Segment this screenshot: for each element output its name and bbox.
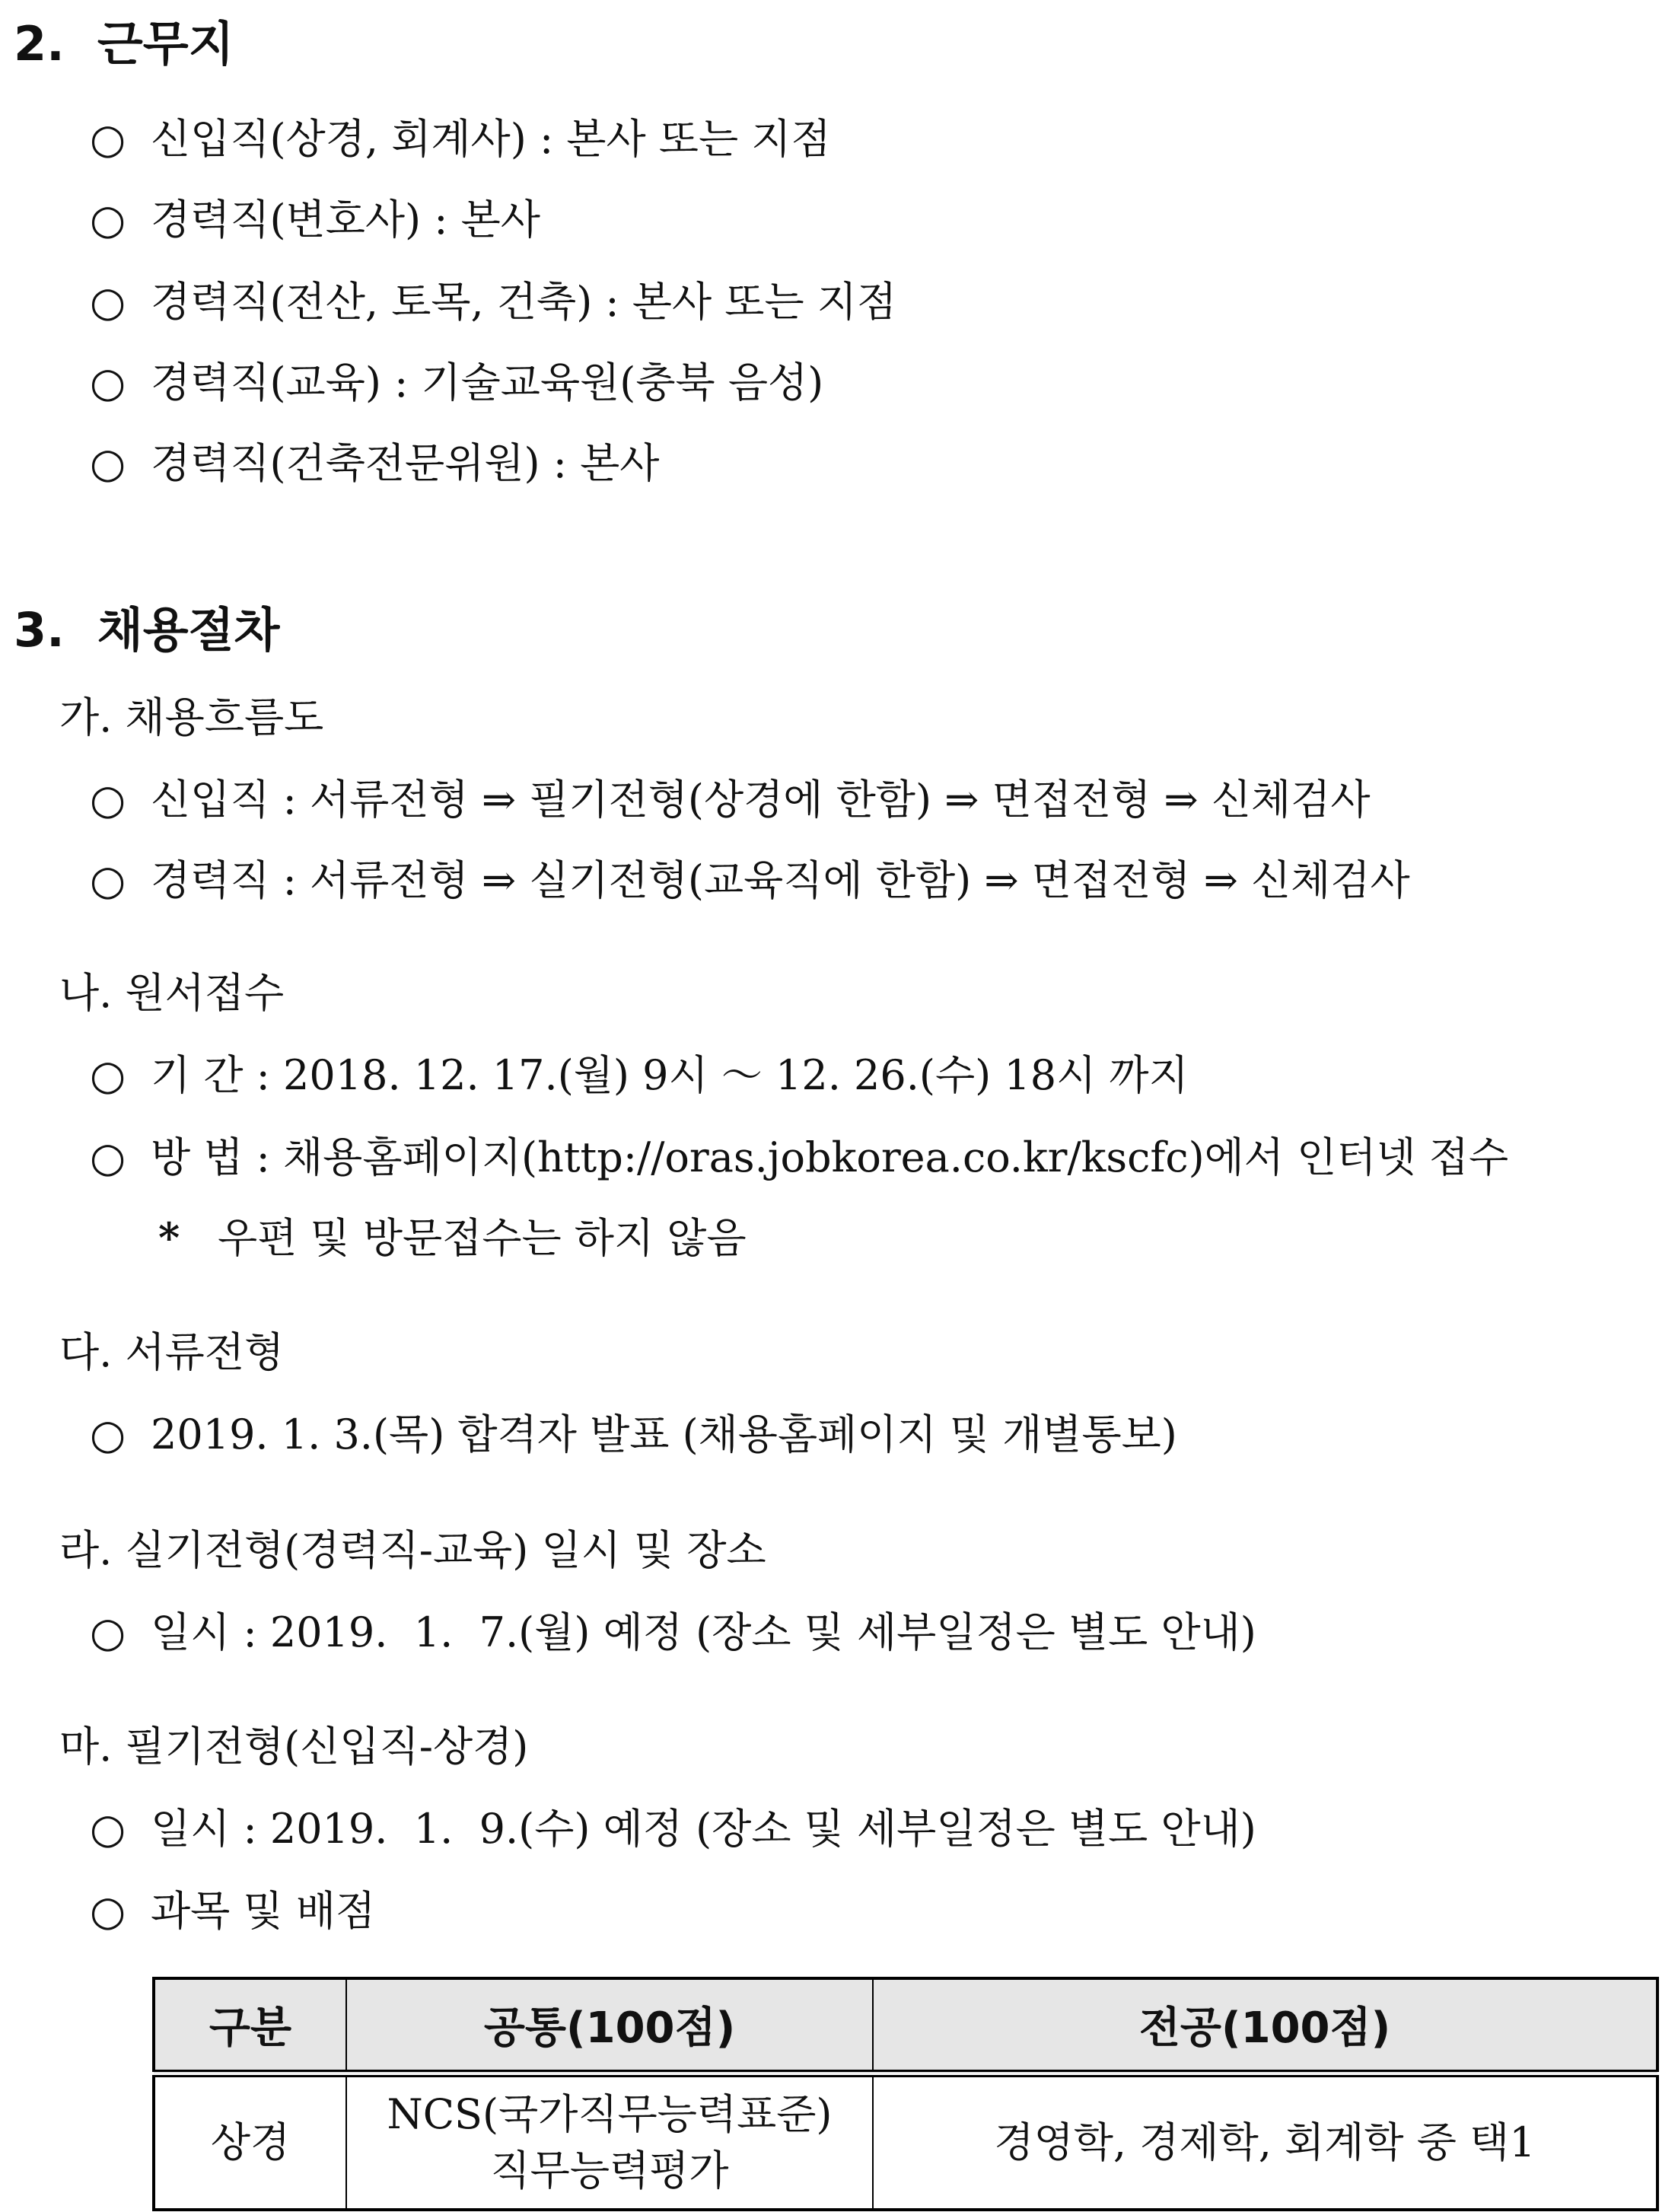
list-item-text: 경력직(교육) : 기술교육원(충북 음성) [151,359,824,406]
subsection-title-da: 다. 서류전형 [59,1328,285,1376]
bullet-mark: ○ [90,1608,126,1656]
list-item-text: 2019. 1. 3.(목) 합격자 발표 (채용홈페이지 및 개별통보) [151,1410,1177,1458]
subsection-title-ma: 마. 필기전형(신입직-상경) [59,1723,529,1771]
bullet-mark: ○ [90,359,126,406]
bullet-mark: ○ [90,278,126,326]
list-item [90,269,896,328]
section-2-heading: 2. 근무지 [14,16,234,72]
list-item [90,107,831,165]
list-item [90,1879,375,1937]
note-text: 우편 및 방문접수는 하지 않음 [218,1214,747,1262]
list-item [90,1043,1189,1101]
asterisk-mark: * [158,1213,180,1262]
section-3-heading: 3. 채용절차 [14,602,280,658]
list-item [90,1796,1256,1855]
cell-common-line1: NCS(국가직무능력표준) [387,2090,833,2138]
list-item [90,1600,1256,1659]
table-header-category: 구분 [154,1978,346,2073]
list-item-text: 일시 : 2019. 1. 7.(월) 예정 (장소 및 세부일정은 별도 안내) [151,1608,1256,1656]
table-header-row [154,1978,1657,2073]
bullet-mark: ○ [90,196,126,244]
note [158,1206,747,1264]
subsection-title-na: 나. 원서접수 [59,969,285,1017]
list-item-text: 방 법 : 채용홈페이지(http://oras.jobkorea.co.kr/kscfc)에서 인터넷 접수 [151,1133,1509,1181]
list-item [90,350,823,409]
list-item [90,767,1371,826]
cell-common [346,2073,873,2210]
table-header-major: 전공(100점) [873,1978,1657,2073]
table-row [154,2073,1657,2210]
list-item [90,1402,1177,1461]
bullet-mark: ○ [90,1410,126,1458]
list-item [90,1125,1508,1184]
list-item-text: 기 간 : 2018. 12. 17.(월) 9시 ～ 12. 26.(수) 18시 까지 [151,1051,1189,1099]
bullet-mark: ○ [90,439,126,487]
cell-category: 상경 [154,2073,346,2210]
cell-major: 경영학, 경제학, 회계학 중 택1 [873,2073,1657,2210]
list-item-text: 경력직(변호사) : 본사 [151,196,540,244]
subsection-title-ga: 가. 채용흐름도 [59,693,324,741]
list-item-text: 신입직 : 서류전형 ⇒ 필기전형(상경에 한함) ⇒ 면접전형 ⇒ 신체검사 [151,776,1371,824]
list-item-text: 경력직(전산, 토목, 건축) : 본사 또는 지점 [151,278,897,326]
subsection-title-ra: 라. 실기전형(경력직-교육) 일시 및 장소 [59,1526,766,1574]
list-item [90,431,659,489]
list-item-text: 일시 : 2019. 1. 9.(수) 예정 (장소 및 세부일정은 별도 안내) [151,1805,1256,1853]
bullet-mark: ○ [90,1805,126,1853]
list-item-text: 과목 및 배점 [151,1887,376,1935]
bullet-mark: ○ [90,856,126,904]
table-header-common: 공통(100점) [346,1978,873,2073]
list-item-text: 경력직 : 서류전형 ⇒ 실기전형(교육직에 한함) ⇒ 면접전형 ⇒ 신체검사 [151,856,1410,904]
bullet-mark: ○ [90,1051,126,1099]
list-item-text: 신입직(상경, 회계사) : 본사 또는 지점 [151,115,831,163]
bullet-mark: ○ [90,115,126,163]
list-item [90,848,1410,907]
list-item [90,187,540,246]
bullet-mark: ○ [90,1133,126,1181]
cell-common-line2: 직무능력평가 [490,2147,729,2194]
score-table [152,1977,1659,2211]
bullet-mark: ○ [90,776,126,824]
bullet-mark: ○ [90,1887,126,1935]
list-item-text: 경력직(건축전문위원) : 본사 [151,439,660,487]
